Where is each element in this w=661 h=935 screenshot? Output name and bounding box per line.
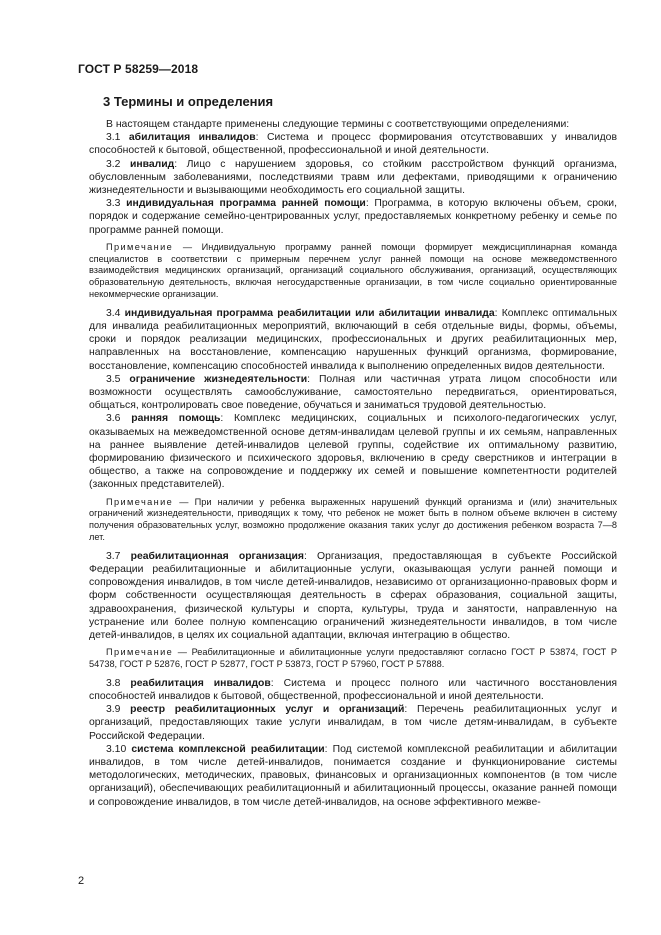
term-definition: : Лицо с нарушением здоровья, со стойким расстройством функций организма, обусловленным заболеваниями, последствиями травм или дефектами, приводящими к ограничению жизнедеятельности и вызывающими необходимость его социальной защиты. — [89, 158, 617, 197]
term-definition: : Программа, в которую включены объем, сроки, порядок и содержание семейно-центрированных услуг, предоставляемых конкретному ребенку и семье по программе ранней помощи. — [89, 198, 617, 236]
term-definition: : Полная или частичная утрата лицом способности или возможности осуществлять самообслуживание, самостоятельно передвигаться, ориентироваться, общаться, контролировать свое поведение, обучаться и заниматься трудовой деятельностью. — [89, 373, 617, 412]
note-3 — [89, 647, 617, 671]
term-number: 3.6 — [106, 413, 121, 425]
term-definition: : Система и процесс полного или частичного восстановления способностей инвалидов к бытовой, общественной, профессиональной и иной деятельности. — [89, 677, 617, 703]
term-name: ранняя помощь — [131, 413, 221, 425]
term-definition: : Под системой комплексной реабилитации и абилитации инвалидов, в том числе детей-инвалидов, понимается создание и функционирование системы методологических, методических, правовых, финансовых и организационных компонентов (в том числе организаций), обеспечивающих реабилитационный и абилитационный процессы, оказание ранней помощи и сопровождение инвалидов, в том числе детей-инвалидов, на основе эффективного межве- — [89, 743, 617, 808]
term-3-3 — [89, 197, 617, 237]
term-number: 3.8 — [106, 677, 121, 689]
note-2 — [89, 497, 617, 544]
page-number: 2 — [78, 875, 85, 887]
term-3-4 — [89, 307, 617, 373]
section-title: 3 Термины и определения — [103, 94, 274, 109]
term-3-8 — [89, 677, 617, 703]
term-number: 3.9 — [106, 704, 121, 716]
term-definition: : Комплекс оптимальных для инвалида реабилитационных мероприятий, включающий в себя отдельные виды, формы, объемы, сроки и порядок реализации медицинских, профессиональных и других реабилитационных мер, направленных на восстановление, компенсацию нарушенных функций организма, формирование, восстановление, компенсацию способностей инвалида к выполнению определенных видов деятельности. — [89, 307, 618, 372]
term-name: инвалид — [129, 158, 175, 170]
term-3-6 — [89, 412, 617, 491]
note-label: Примечание — [106, 496, 174, 507]
intro-paragraph: В настоящем стандарте применены следующие термины с соответствующими определениями: — [106, 119, 570, 130]
term-number: 3.3 — [106, 198, 121, 210]
term-name: абилитация инвалидов — [128, 132, 256, 144]
term-name: реабилитационная организация — [130, 550, 304, 562]
term-name: реабилитация инвалидов — [130, 677, 271, 689]
term-3-9 — [89, 703, 617, 743]
term-3-5 — [89, 373, 617, 413]
term-3-10 — [89, 743, 617, 809]
note-1 — [89, 242, 617, 301]
term-3-7 — [89, 550, 617, 642]
term-number: 3.4 — [106, 307, 121, 319]
term-definition: : Организация, предоставляющая в субъекте Российской Федерации реабилитационные и абилитационные услуги, оказывающая услуги ранней помощи и сопровождения инвалидов, в том числе детей-инвалидов, независимо от организационно-правовых форм и форм собственности осуществляющая деятельность в сферах образования, социальной защиты, здравоохранения, физической культуры и спорта, культуры, труда и занятости, направленную на устранение или более полную компенсацию ограничений жизнедеятельности инвалидов, в том числе детей-инвалидов, в целях их социальной адаптации, включая интеграцию в общество. — [89, 550, 617, 642]
term-name: реестр реабилитационных услуг и организаций — [130, 704, 405, 716]
term-definition: : Комплекс медицинских, социальных и психолого-педагогических услуг, оказываемых на межведомственной основе детям-инвалидам целевой группы и их семьям, направленных на раннее выявление детей-инвалидов целевой группы, содействие их оптимальному развитию, формированию физического и психического здоровья, включению в среду сверстников и интеграции в общество, а также на сопровождение и поддержку их семей и повышение компетентности родителей (законных представителей). — [89, 413, 618, 491]
note-text: — При наличии у ребенка выраженных нарушений функций организма и (или) значительных ограничений жизнедеятельности, приводящих к тому, что ребенок не может быть в полном объеме включен в систему получения образовательных услуг, возможно продолжение оказания таких услуг до достижения ребенком возраста 7—8 лет. — [89, 496, 617, 543]
term-number: 3.10 — [106, 743, 127, 755]
note-text: — Индивидуальную программу ранней помощи формирует междисциплинарная команда специалистов в соответствии с примерным перечнем услуг ранней помощи на основе межведомственного взаимодействия медицинских организаций, организаций социального обслуживания, организаций, осуществляющих образовательную деятельность, включая негосударственные организации, в том числе социально ориентированные некоммерческие организации. — [89, 241, 617, 300]
term-name: система комплексной реабилитации — [131, 743, 325, 755]
term-name: индивидуальная программа ранней помощи — [126, 198, 366, 210]
term-number: 3.2 — [106, 158, 121, 170]
document-body — [89, 94, 617, 809]
term-number: 3.5 — [106, 373, 121, 385]
term-name: индивидуальная программа реабилитации или абилитации инвалида — [124, 307, 495, 319]
term-definition: : Перечень реабилитационных услуг и организаций, предоставляющих такие услуги инвалидам, в том числе детям-инвалидам, в субъекте Российской Федерации. — [89, 704, 617, 742]
note-label: Примечание — [106, 647, 174, 658]
term-name: ограничение жизнедеятельности — [129, 373, 308, 385]
note-label: Примечание — [106, 241, 174, 252]
term-definition: : Система и процесс формирования отсутствовавших у инвалидов способностей к бытовой, общественной, профессиональной и иной деятельности. — [89, 132, 617, 157]
document-header: ГОСТ Р 58259—2018 — [78, 62, 199, 76]
term-number: 3.7 — [106, 550, 121, 562]
term-3-2 — [89, 158, 617, 198]
term-3-1 — [89, 131, 617, 157]
note-text: — Реабилитационные и абилитационные услуги предоставляют согласно ГОСТ Р 53874, ГОСТ Р 54738, ГОСТ Р 52876, ГОСТ Р 52877, ГОСТ Р 53873, ГОСТ Р 57960, ГОСТ Р 57888. — [89, 647, 617, 670]
term-number: 3.1 — [106, 132, 121, 144]
